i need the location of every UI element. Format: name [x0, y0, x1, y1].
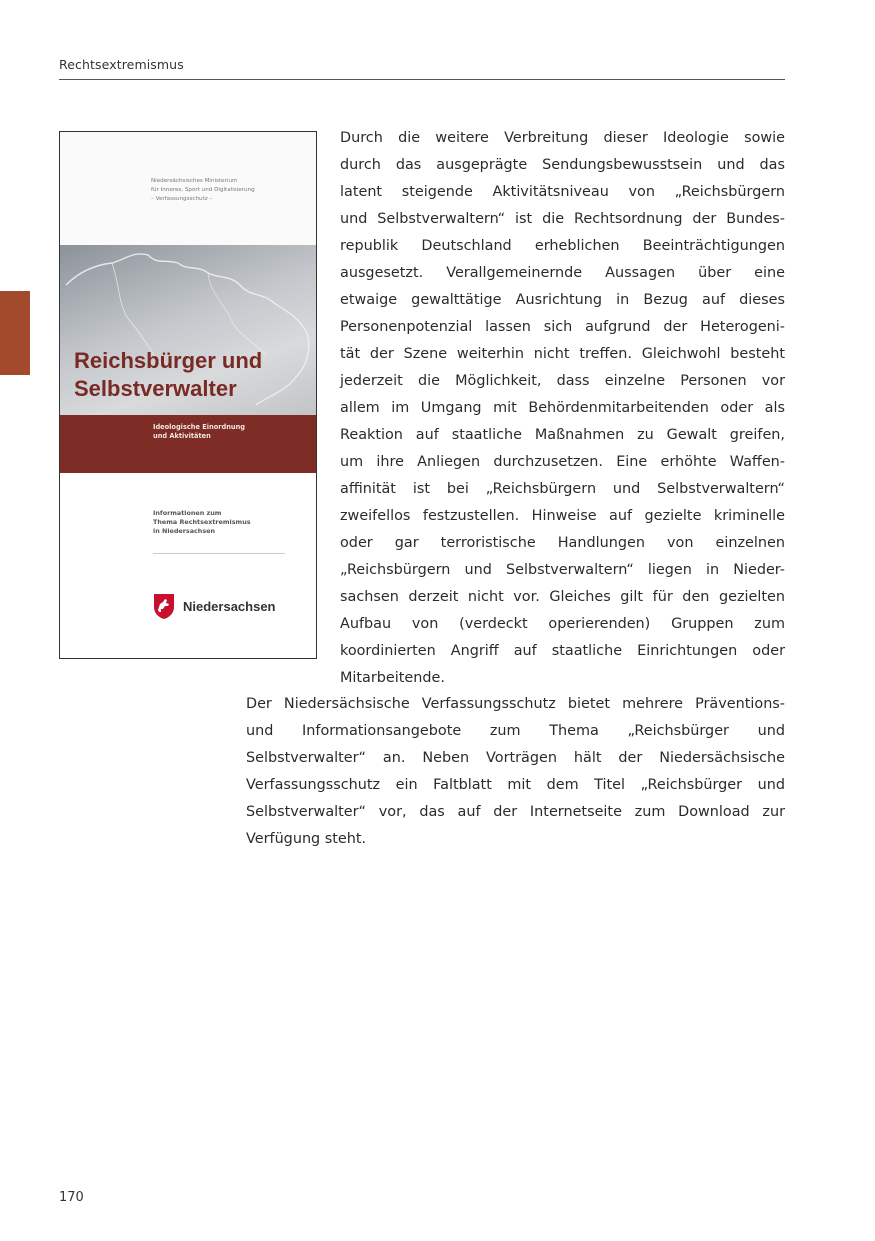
cover-ministry-text: [151, 177, 311, 204]
cover-divider: [153, 553, 285, 554]
text-line: oder gar terroristische Handlungen von einzelnen: [340, 535, 785, 551]
text-line: zweifellos festzustellen. Hinweise auf gezielte kriminelle: [340, 508, 785, 524]
cover-subtitle-line: und Aktivitäten: [153, 432, 211, 440]
text-line: Selbstverwalter“ vor, das auf der Internetseite zum Download zur: [246, 804, 785, 820]
cover-title: [74, 347, 314, 403]
body-paragraph-1: [340, 125, 785, 692]
text-line: Verfassungsschutz ein Faltblatt mit dem Titel „Reichsbürger und: [246, 777, 785, 793]
text-line: „Reichsbürgern und Selbstverwaltern“ liegen in Nieder-: [340, 562, 785, 578]
text-line: und Informationsangebote zum Thema „Reichsbürger und: [246, 723, 785, 739]
text-line: tät der Szene weiterhin nicht treffen. Gleichwohl besteht: [340, 346, 785, 362]
text-line: etwaige gewalttätige Ausrichtung in Bezug auf dieses: [340, 292, 785, 308]
cover-info-text: [153, 509, 313, 536]
text-line: Selbstverwalter“ an. Neben Vorträgen hält der Niedersächsische: [246, 750, 785, 766]
running-head: Rechtsextremismus: [59, 57, 184, 72]
text-line: koordinierten Angriff auf staatliche Einrichtungen oder: [340, 643, 785, 659]
text-line: affinität ist bei „Reichsbürgern und Selbstverwaltern“: [340, 481, 785, 497]
cover-info-line: Informationen zum: [153, 509, 222, 517]
header-rule: [59, 79, 785, 80]
cover-brand-name: Niedersachsen: [183, 599, 276, 614]
text-line: latent steigende Aktivitätsniveau von „Reichsbürgern: [340, 184, 785, 200]
text-line: Verfügung steht.: [246, 831, 367, 847]
cover-ministry-line: Niedersächsisches Ministerium: [151, 178, 238, 184]
text-line: republik Deutschland erheblichen Beeinträchtigungen: [340, 238, 785, 254]
text-line: ausgesetzt. Verallgemeinernde Aussagen über eine: [340, 265, 785, 281]
text-line: jederzeit die Möglichkeit, dass einzelne Personen vor: [340, 373, 785, 389]
page-number: 170: [59, 1190, 84, 1205]
cover-ministry-line: – Verfassungsschutz –: [151, 196, 213, 202]
cover-title-line: Selbstverwalter: [74, 376, 237, 401]
chapter-tab-marker: [0, 291, 30, 375]
brochure-cover-image: [59, 131, 317, 659]
cover-info-line: Thema Rechtsextremismus: [153, 518, 251, 526]
cover-subtitle-line: Ideologische Einordnung: [153, 423, 246, 431]
niedersachsen-crest-icon: [153, 593, 175, 620]
text-line: Personenpotenzial lassen sich aufgrund der Heterogeni-: [340, 319, 785, 335]
text-line: um ihre Anliegen durchzusetzen. Eine erhöhte Waffen-: [340, 454, 785, 470]
cover-ministry-line: für Inneres, Sport und Digitalisierung: [151, 187, 255, 193]
text-line: Aufbau von (verdeckt operierenden) Gruppen zum: [340, 616, 785, 632]
body-paragraph-2: [246, 691, 785, 853]
text-line: Der Niedersächsische Verfassungsschutz bietet mehrere Präventions-: [246, 696, 785, 712]
text-line: durch das ausgeprägte Sendungsbewusstsein und das: [340, 157, 785, 173]
text-line: Reaktion auf staatliche Maßnahmen zu Gewalt greifen,: [340, 427, 785, 443]
text-line: Mitarbeitende.: [340, 670, 445, 686]
text-line: allem im Umgang mit Behördenmitarbeitenden oder als: [340, 400, 785, 416]
cover-subtitle: [153, 423, 303, 441]
text-line: sachsen derzeit nicht vor. Gleiches gilt für den gezielten: [340, 589, 785, 605]
text-line: Durch die weitere Verbreitung dieser Ideologie sowie: [340, 130, 785, 146]
cover-title-line: Reichsbürger und: [74, 348, 263, 373]
cover-info-line: in Niedersachsen: [153, 527, 216, 535]
text-line: und Selbstverwaltern“ ist die Rechtsordnung der Bundes-: [340, 211, 785, 227]
